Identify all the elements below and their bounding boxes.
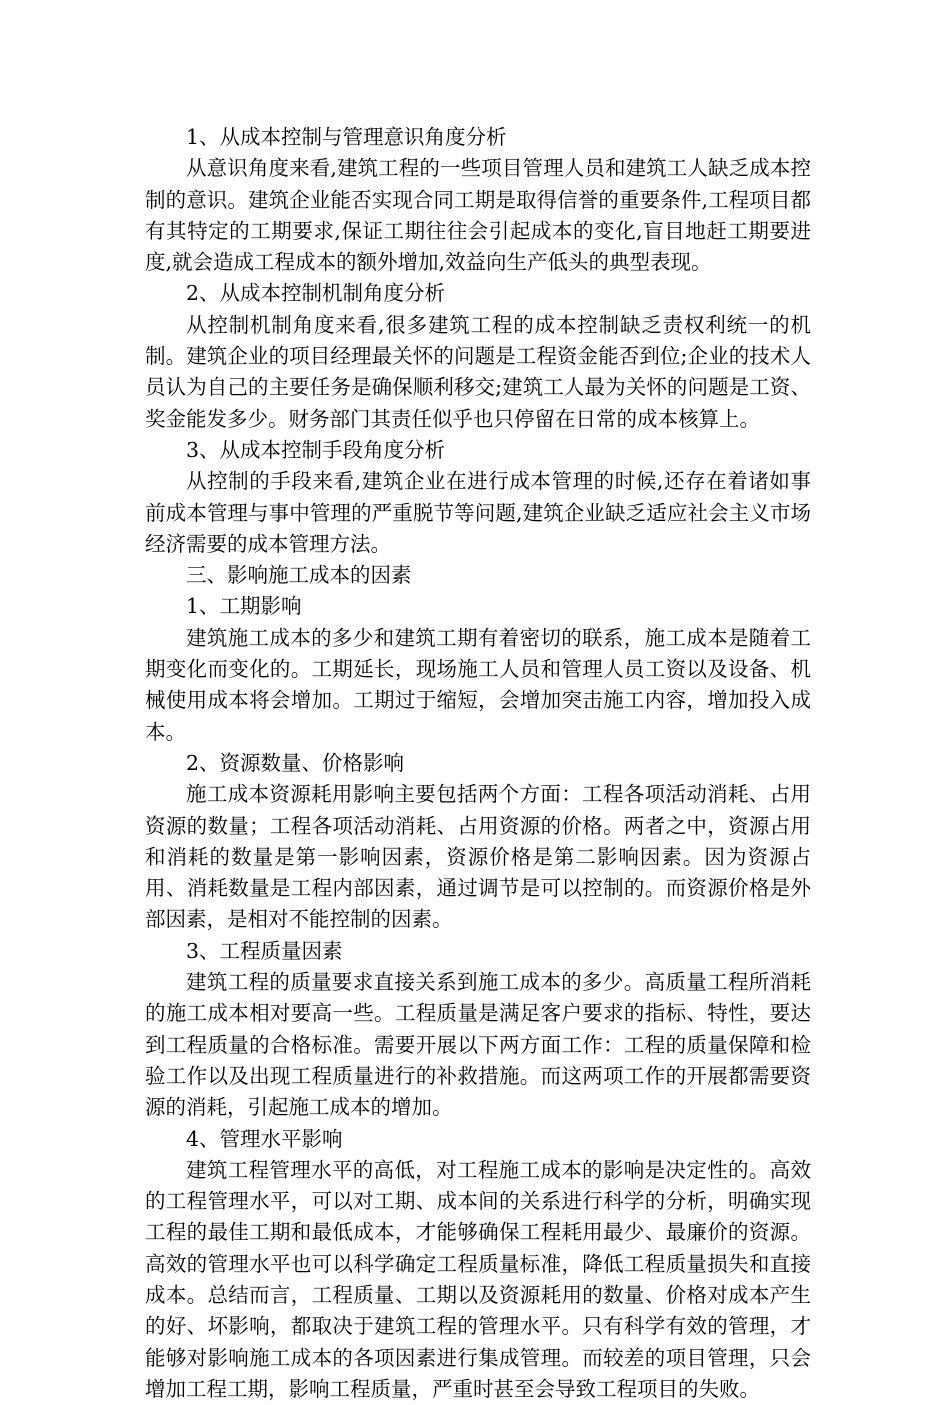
section-heading: 1、从成本控制与管理意识角度分析 [186,125,507,149]
section-heading: 2、资源数量、价格影响 [186,750,405,775]
body-paragraph: 施工成本资源耗用影响主要包括两个方面：工程各项活动消耗、占用资源的数量；工程各项活动消耗、占用资源的价格。两者之中，资源占用和消耗的数量是第一影响因素，资源价格是第二影响因素。因为资源占用、消耗数量是工程内部因素，通过调节是可以控制的。而资源价格是外部因素，是相对不能控制的因素。 [145,782,811,932]
section-heading: 3、工程质量因素 [186,938,343,963]
section-heading: 4、管理水平影响 [186,1126,343,1151]
body-paragraph: 建筑工程的质量要求直接关系到施工成本的多少。高质量工程所消耗的施工成本相对要高一些。工程质量是满足客户要求的指标、特性，要达到工程质量的合格标准。需要开展以下两方面工作：工程的质量保障和检验工作以及出现工程质量进行的补救措施。而这两项工作的开展都需要资源的消耗，引起施工成本的增加。 [145,970,811,1120]
section-heading: 3、从成本控制手段角度分析 [186,437,446,462]
body-paragraph: 建筑施工成本的多少和建筑工期有着密切的联系，施工成本是随着工期变化而变化的。工期延长，现场施工人员和管理人员工资以及设备、机械使用成本将会增加。工期过于缩短，会增加突击施工内容，增加投入成本。 [145,625,811,744]
document-page [145,122,811,1405]
section-heading: 1、工期影响 [186,594,302,619]
body-paragraph: 从控制机制角度来看,很多建筑工程的成本控制缺乏责权利统一的机制。建筑企业的项目经理最关怀的问题是工程资金能否到位;企业的技术人员认为自己的主要任务是确保顺利移交;建筑工人最为关怀的问题是工资、奖金能发多少。财务部门其责任似乎也只停留在日常的成本核算上。 [145,312,811,431]
body-paragraph: 从控制的手段来看,建筑企业在进行成本管理的时候,还存在着诸如事前成本管理与事中管理的严重脱节等问题,建筑企业缺乏适应社会主义市场经济需要的成本管理方法。 [145,469,811,556]
chapter-heading: 三、影响施工成本的因素 [186,563,412,588]
section-heading: 2、从成本控制机制角度分析 [186,281,446,306]
body-paragraph: 从意识角度来看,建筑工程的一些项目管理人员和建筑工人缺乏成本控制的意识。建筑企业能否实现合同工期是取得信誉的重要条件,工程项目都有其特定的工期要求,保证工期往往会引起成本的变化,盲目地赶工期要进度,就会造成工程成本的额外增加,效益向生产低头的典型表现。 [145,156,811,275]
body-paragraph: 建筑工程管理水平的高低，对工程施工成本的影响是决定性的。高效的工程管理水平，可以对工期、成本间的关系进行科学的分析，明确实现工程的最佳工期和最低成本，才能够确保工程耗用最少、最廉价的资源。高效的管理水平也可以科学确定工程质量标准，降低工程质量损失和直接成本。总结而言，工程质量、工期以及资源耗用的数量、价格对成本产生的好、坏影响，都取决于建筑工程的管理水平。只有科学有效的管理，才能够对影响施工成本的各项因素进行集成管理。而较差的项目管理，只会增加工程工期，影响工程质量，严重时甚至会导致工程项目的失败。 [145,1157,811,1401]
